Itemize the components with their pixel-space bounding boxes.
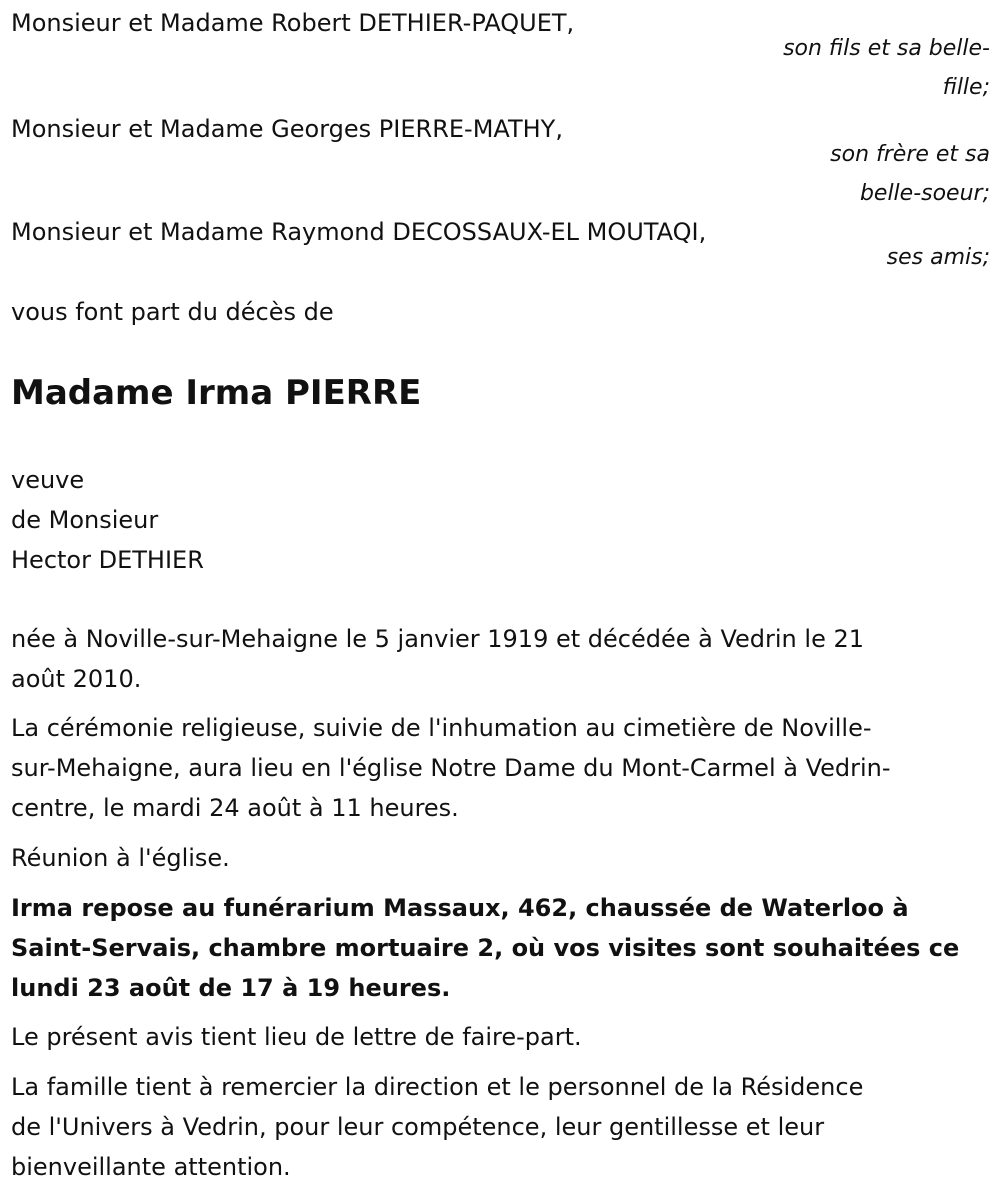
text-line: Irma repose au funérarium Massaux, 462, chaussée de Waterloo à [11,894,909,922]
text-line: de l'Univers à Vedrin, pour leur compétence, leur gentillesse et leur [11,1113,825,1141]
visitation-paragraph [11,888,990,1008]
announcer-block [11,109,990,214]
spouse-block [11,460,204,580]
text-line: bienveillante attention. [11,1153,291,1181]
announcer-relation: fille; [942,75,990,100]
thanks-paragraph [11,1067,990,1187]
announcer-relation: belle-soeur; [859,181,990,206]
text-line: lundi 23 août de 17 à 19 heures. [11,974,451,1002]
deceased-name: Madame Irma PIERRE [11,373,422,413]
text-line: La cérémonie religieuse, suivie de l'inhumation au cimetière de Noville- [11,714,872,742]
text-line: Saint-Servais, chambre mortuaire 2, où vos visites sont souhaitées ce [11,934,960,962]
text-line: La famille tient à remercier la direction et le personnel de la Résidence [11,1073,864,1101]
text-line: sur-Mehaigne, aura lieu en l'église Notre Dame du Mont-Carmel à Vedrin- [11,754,891,782]
text-line: née à Noville-sur-Mehaigne le 5 janvier 1919 et décédée à Vedrin le 21 [11,625,864,653]
notice-text: Le présent avis tient lieu de lettre de faire-part. [11,1023,582,1051]
announcer-block [11,3,990,108]
meeting-text: Réunion à l'église. [11,844,230,872]
text-line: centre, le mardi 24 août à 11 heures. [11,794,459,822]
spouse-line: Hector DETHIER [11,546,204,574]
spouse-line: de Monsieur [11,506,159,534]
announcer-name: Monsieur et Madame Georges PIERRE-MATHY, [11,115,563,143]
announcer-block [11,212,990,278]
text-line: août 2010. [11,665,142,693]
announcer-relation: son frère et sa [830,142,990,167]
announcer-relation: ses amis; [886,245,990,270]
announcer-relation: son fils et sa belle- [783,36,990,61]
spouse-line: veuve [11,466,85,494]
ceremony-paragraph [11,708,990,828]
intro-text: vous font part du décès de [11,298,334,326]
announcer-name: Monsieur et Madame Raymond DECOSSAUX-EL MOUTAQI, [11,218,707,246]
birth-death-paragraph [11,619,990,699]
announcer-name: Monsieur et Madame Robert DETHIER-PAQUET, [11,9,575,37]
